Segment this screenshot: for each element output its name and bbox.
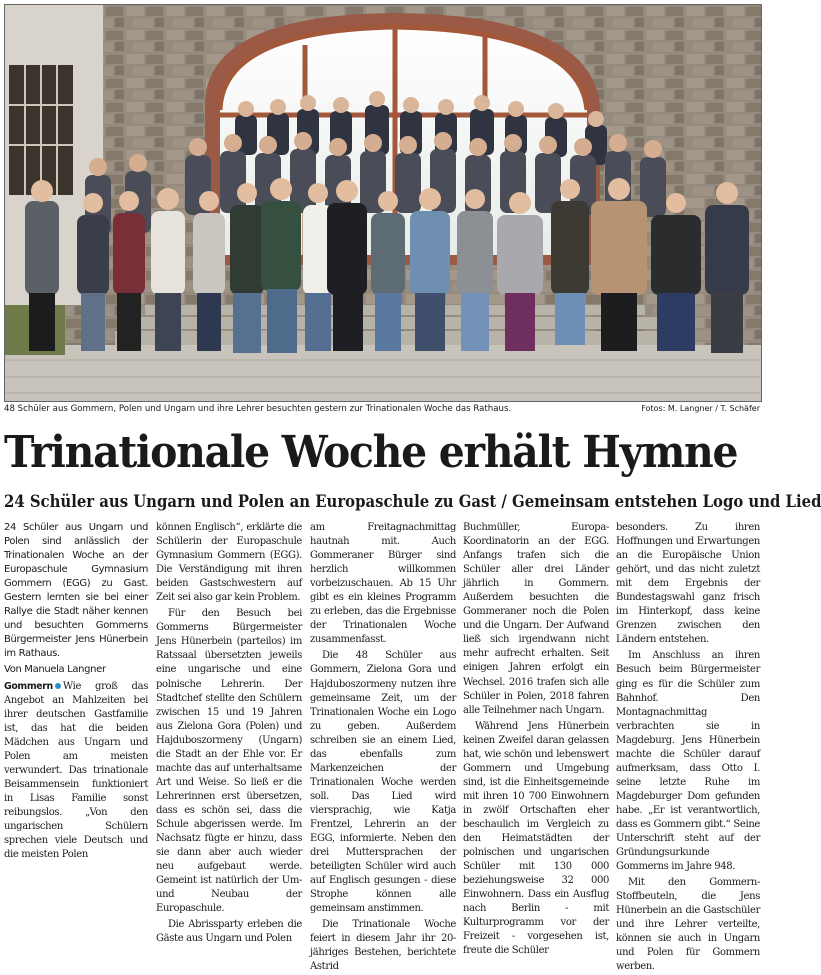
photo-caption-bar: [4, 402, 760, 416]
column-3: [310, 521, 456, 973]
dateline: Gommern: [4, 680, 53, 692]
photo-caption: 48 Schüler aus Gommern, Polen und Ungarn und ihre Lehrer besuchten gestern zur Trinationalen Woche das Rathaus.: [4, 404, 512, 414]
column-1-body: Wie groß das Angebot an Mahlzeiten bei ihrer deutschen Gastfamilie ist, das hat die beiden Mädchen aus Ungarn und Polen am meisten verwundert. Das trinationale Beisammensein funktioniert in Lisas Familie sonst reibungslos. „Von den ungarischen Schülern sprechen viele Deutsch und die meisten Polen: [4, 680, 148, 861]
column-1: [4, 521, 148, 881]
group-photo: [4, 4, 762, 402]
column-2-paragraph-3: Die Abrissparty erleben die Gäste aus Ungarn und Polen: [156, 919, 302, 945]
column-3-paragraph-3: Die Trinationale Woche feiert in diesem Jahr ihr 20-jähriges Bestehen, berichtete Astrid: [310, 919, 456, 973]
column-1-text: [4, 680, 148, 863]
teaser: 24 Schüler aus Ungarn und Polen sind anlässlich der Trinationalen Woche an der Europaschule Gymnasium Gommern (EGG) zu Gast. Gestern lernten sie bei einer Rallye die Stadt näher kennen und besuchten Gommerns Bürgermeister Jens Hünerbein im Rathaus.: [4, 522, 148, 660]
column-4: [463, 521, 609, 957]
column-5: [616, 521, 760, 973]
dateline-dot-icon: [55, 683, 61, 689]
column-2: [156, 521, 302, 945]
author-line: Von Manuela Langner: [4, 664, 106, 676]
photo-credit: Fotos: M. Langner / T. Schäfer: [641, 404, 760, 413]
group-photo-image: [5, 5, 761, 401]
column-2-paragraph-2: Für den Besuch bei Gommerns Bürgermeister Jens Hünerbein (parteilos) im Ratssaal übersetzten jeweils eine ungarische und eine polnische Lehrerin. Der Stadtchef stellte den Schülern zwischen 15 und 19 Jahren aus Zielona Gora (Polen) und Hajduboszormeny (Ungarn) die Stadt an der Ehle vor. Er machte das auf unterhaltsame Art und Weise. So ließ er die Lehrerinnen erst übersetzen, dass es schön sei, dass die Schule abgerissen werde. Im Nachsatz fügte er hinzu, dass sie dann aber auch wieder neu aufgebaut werde. Gemeint ist natürlich der Um- und Neubau der Europaschule.: [156, 608, 302, 915]
headline: Trinationale Woche erhält Hymne: [4, 427, 738, 478]
column-5-paragraph-2: Im Anschluss an ihren Besuch beim Bürgermeister ging es für die Schüler zum Bahnhof. Den Montagnachmittag verbrachten sie in Magdeburg. Jens Hünerbein machte die Schüler darauf aufmerksam, dass Otto I. seine letzte Ruhe im Magdeburger Dom gefunden habe. „Er ist verantwortlich, dass es Gommern gibt.“ Seine Unterschrift steht auf der Gründungsurkunde Gommerns im Jahre 948.: [616, 650, 760, 873]
column-3-paragraph-2: Die 48 Schüler aus Gommern, Zielona Gora und Hajduboszormeny nutzen ihre gemeinsame Zeit, um der Trinationalen Woche ein Logo zu geben. Außerdem schreiben sie an einem Lied, das ebenfalls zum Markenzeichen der Trinationalen Woche werden soll. Das Lied wird viersprachig, wie Katja Frentzel, Lehrerin an der EGG, informierte. Neben den drei Muttersprachen der beteiligten Schüler wird auch auf Englisch gesungen - diese Strophe können alle gemeinsam anstimmen.: [310, 650, 456, 915]
column-4-paragraph-2: Während Jens Hünerbein keinen Zweifel daran gelassen hat, wie schön und lebenswert Gommern und Umgebung sind, ist die Einheitsgemeinde mit ihren 10 700 Einwohnern in zwölf Ortschaften eher beschaulich im Vergleich zu den Heimatstädten der polnischen und ungarischen Schüler mit 130 000 beziehungsweise 32 000 Einwohnern. Dass ein Ausflug nach Berlin - mit Kulturprogramm vor der Freizeit - vorgesehen ist, freute die Schüler: [463, 720, 609, 957]
column-5-paragraph-3: Mit den Gommern-Stoffbeuteln, die Jens Hünerbein an die Gastschüler und ihre Lehrer verteilte, können sie auch in Ungarn und Polen für Gommern werben.: [616, 877, 760, 973]
column-3-paragraph-1: am Freitagnachmittag hautnah mit. Auch Gommeraner Bürger sind herzlich willkommen vorbeizuschauen. Ab 15 Uhr gibt es ein kleines Programm zu erleben, das die Ergebnisse der Trinationalen Woche zusammenfasst.: [310, 522, 456, 646]
subheadline: 24 Schüler aus Ungarn und Polen an Europaschule zu Gast / Gemeinsam entstehen Logo und Lied: [4, 492, 821, 511]
column-4-paragraph-1: Buchmüller, Europa-Koordinatorin an der EGG. Anfangs trafen sich die Schüler aller drei Länder jährlich in Gommern. Außerdem besuchten die Gommeraner noch die Polen und die Ungarn. Der Aufwand ließ sich irgendwann nicht mehr aufrecht erhalten. Seit einigen Jahren erfolgt ein Wechsel. 2016 trafen sich alle Schüler in Polen, 2018 fahren alle Teilnehmer nach Ungarn.: [463, 522, 609, 716]
column-5-paragraph-1: besonders. Zu ihren Hoffnungen und Erwartungen an die Europäische Union gehört, und das nicht zuletzt mit dem Ergebnis der Bundestagswahl ganz frisch im Hinterkopf, dass keine Grenzen zwischen den Ländern entstehen.: [616, 522, 760, 646]
article-body: [4, 521, 760, 973]
column-2-paragraph-1: können Englisch“, erklärte die Schülerin der Europaschule Gymnasium Gommern (EGG). Die Verständigung mit ihren beiden Gastschwestern auf Zeit sei also gar kein Problem.: [156, 522, 302, 604]
